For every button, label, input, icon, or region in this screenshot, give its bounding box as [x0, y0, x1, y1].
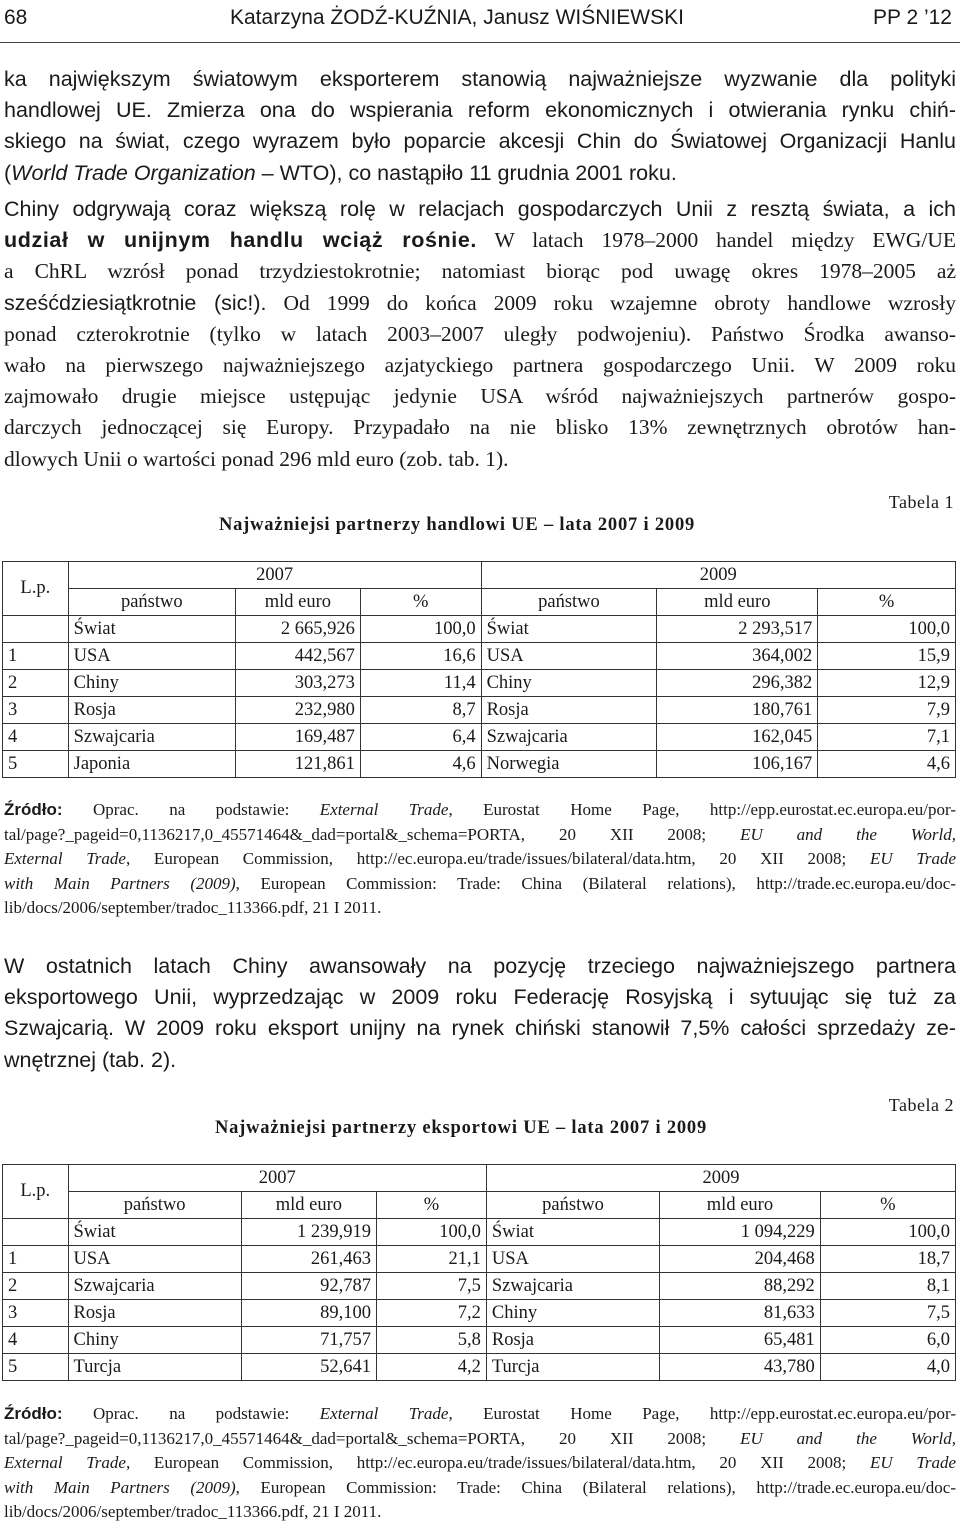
italic-term: EU and the World, [740, 824, 956, 844]
page-number: 68 [4, 6, 28, 29]
table-2 [2, 1164, 956, 1381]
text-fragment: – WTO), co nastąpiło 11 grudnia 2001 roku. [255, 160, 677, 185]
percent-cell: 100,0 [360, 616, 481, 643]
percent-cell: 16,6 [360, 643, 481, 670]
value-cell: 180,761 [657, 697, 818, 724]
italic-term: EU and the World, [740, 1428, 956, 1448]
value-cell: 106,167 [657, 751, 818, 778]
row-index: 1 [3, 643, 69, 670]
text-line: a ChRL wzrósł ponad trzydziestokrotnie; natomiast biorąc pod uwagę okres 1978–2005 aż [4, 259, 956, 284]
text-line: handlowej UE. Zmierza ona do wspierania reform ekonomicznych i otwierania rynku chiń- [4, 98, 956, 123]
table-row [3, 1327, 956, 1354]
value-cell: 2 293,517 [657, 616, 818, 643]
value-cell: 2 665,926 [235, 616, 360, 643]
country-cell: Szwajcaria [486, 1273, 659, 1300]
table-row [3, 1219, 956, 1246]
text-line [4, 1402, 956, 1427]
table-row [3, 1354, 956, 1381]
table-header-row [3, 562, 956, 589]
lp-header: L.p. [3, 562, 69, 616]
text-line [4, 225, 956, 256]
italic-term: External Trade [319, 800, 449, 819]
country-col-header: państwo [486, 1192, 659, 1219]
table-1-label: Tabela 1 [888, 492, 954, 512]
text-line [4, 872, 956, 897]
row-index: 4 [3, 1327, 69, 1354]
italic-term: External Trade [319, 1404, 449, 1423]
text-line: Szwajcarią. W 2009 roku eksport unijny na rynek chiński stanowił 7,5% całości sprzedaży ze- [4, 1016, 956, 1041]
table-row [3, 643, 956, 670]
percent-cell: 8,1 [820, 1273, 955, 1300]
year-header: 2007 [68, 1165, 486, 1192]
year-header: 2009 [486, 1165, 955, 1192]
country-cell: Rosja [481, 697, 657, 724]
value-cell: 92,787 [241, 1273, 376, 1300]
text-fragment: , European Commission: Trade: China (Bilateral relations), http://trade.ec.europa.eu/doc- [235, 1477, 956, 1497]
value-col-header: mld euro [660, 1192, 821, 1219]
text-line [4, 1451, 956, 1476]
table-row [3, 616, 956, 643]
percent-cell: 12,9 [818, 670, 956, 697]
lp-header: L.p. [3, 1165, 69, 1219]
country-col-header: państwo [68, 1192, 241, 1219]
percent-cell: 7,2 [377, 1300, 487, 1327]
value-cell: 442,567 [235, 643, 360, 670]
country-cell: USA [481, 643, 657, 670]
percent-cell: 21,1 [377, 1246, 487, 1273]
value-cell: 303,273 [235, 670, 360, 697]
country-cell: Chiny [68, 670, 235, 697]
pct-col-header: % [820, 1192, 955, 1219]
text-line [4, 823, 956, 848]
text-line: zajmowało drugie miejsce ustępując jedynie USA wśród najważniejszych partnerów gospo- [4, 384, 956, 409]
value-cell: 261,463 [241, 1246, 376, 1273]
value-cell: 52,641 [241, 1354, 376, 1381]
text-line: ponad czterokrotnie (tylko w latach 2003–2007 uległy podwojeniu). Państwo Środka awanso- [4, 321, 956, 346]
country-cell: Szwajcaria [481, 724, 657, 751]
italic-term: World Trade Organization [11, 160, 256, 185]
table-row [3, 670, 956, 697]
italic-term: EU Trade [869, 849, 957, 868]
text-fragment: , European Commission: Trade: China (Bilateral relations), http://trade.ec.europa.eu/doc- [235, 873, 956, 893]
text-line [4, 798, 956, 823]
percent-cell: 18,7 [820, 1246, 955, 1273]
country-cell: Norwegia [481, 751, 657, 778]
percent-cell: 15,9 [818, 643, 956, 670]
percent-cell: 6,0 [820, 1327, 955, 1354]
text-fragment: Oprac. na podstawie: [62, 800, 320, 819]
source-label: Źródło: [4, 800, 63, 819]
text-fragment: W latach 1978–2000 handel między EWG/UE [476, 228, 956, 253]
percent-cell: 7,1 [818, 724, 956, 751]
source-label: Źródło: [4, 1404, 63, 1423]
table-subheader-row [3, 589, 956, 616]
text-line [4, 1476, 956, 1501]
text-fragment: ( [4, 160, 12, 185]
value-cell: 81,633 [660, 1300, 821, 1327]
percent-cell: 4,0 [820, 1354, 955, 1381]
value-cell: 71,757 [241, 1327, 376, 1354]
row-index [3, 616, 69, 643]
percent-cell: 5,8 [377, 1327, 487, 1354]
text-fragment: , Eurostat Home Page, http://epp.eurostat.ec.europa.eu/por- [448, 800, 956, 819]
value-cell: 162,045 [657, 724, 818, 751]
table-2-label: Tabela 2 [888, 1095, 954, 1115]
text-fragment: Od 1999 do końca 2009 roku wzajemne obroty handlowe wzrosły [266, 290, 956, 315]
table-title-text: Najważniejsi partnerzy handlowi UE – lata 2007 i 2009 [218, 515, 696, 535]
value-col-header: mld euro [235, 589, 360, 616]
percent-cell: 7,5 [377, 1273, 487, 1300]
row-index: 3 [3, 697, 69, 724]
percent-cell: 11,4 [360, 670, 481, 697]
table-1-title [0, 515, 960, 536]
value-cell: 204,468 [660, 1246, 821, 1273]
value-col-header: mld euro [657, 589, 818, 616]
value-cell: 43,780 [660, 1354, 821, 1381]
pct-col-header: % [818, 589, 956, 616]
percent-cell: 8,7 [360, 697, 481, 724]
paragraph-2 [4, 194, 956, 475]
text-line: lib/docs/2006/september/tradoc_113366.pdf, 21 I 2011. [4, 1502, 382, 1521]
country-cell: Rosja [486, 1327, 659, 1354]
value-cell: 89,100 [241, 1300, 376, 1327]
value-cell: 232,980 [235, 697, 360, 724]
pct-col-header: % [360, 589, 481, 616]
text-line [4, 158, 956, 189]
table-row [3, 724, 956, 751]
text-fragment: , European Commission, http://ec.europa.eu/trade/issues/bilateral/data.htm, 20 XII 2008; [125, 849, 870, 868]
percent-cell: 6,4 [360, 724, 481, 751]
running-header [0, 0, 960, 38]
country-cell: Świat [68, 1219, 241, 1246]
row-index [3, 1219, 69, 1246]
country-col-header: państwo [68, 589, 235, 616]
text-line: eksportowego Unii, wyprzedzając w 2009 roku Federację Rosyjską i sytuując się tuż za [4, 985, 956, 1010]
row-index: 3 [3, 1300, 69, 1327]
value-cell: 88,292 [660, 1273, 821, 1300]
country-col-header: państwo [481, 589, 657, 616]
value-cell: 364,002 [657, 643, 818, 670]
pct-col-header: % [377, 1192, 487, 1219]
country-cell: Świat [486, 1219, 659, 1246]
percent-cell: 4,6 [360, 751, 481, 778]
country-cell: Chiny [481, 670, 657, 697]
table-row [3, 1300, 956, 1327]
text-line: Chiny odgrywają coraz większą rolę w relacjach gospodarczych Unii z resztą świata, a ich [4, 197, 956, 221]
text-line: darczych jednoczącej się Europy. Przypadało na nie blisko 13% zewnętrznych obrotów han- [4, 415, 956, 440]
text-line: lib/docs/2006/september/tradoc_113366.pdf, 21 I 2011. [4, 898, 382, 917]
paragraph-3 [4, 951, 956, 1076]
country-cell: USA [68, 643, 235, 670]
percent-cell: 100,0 [818, 616, 956, 643]
text-line: wnętrznej (tab. 2). [4, 1047, 177, 1072]
value-cell: 121,861 [235, 751, 360, 778]
value-cell: 1 094,229 [660, 1219, 821, 1246]
percent-cell: 4,2 [377, 1354, 487, 1381]
year-header: 2007 [68, 562, 481, 589]
table-2-source [4, 1402, 956, 1525]
value-cell: 169,487 [235, 724, 360, 751]
country-cell: Rosja [68, 697, 235, 724]
header-journal: PP 2 ’12 [872, 6, 952, 29]
table-row [3, 1273, 956, 1300]
country-cell: Świat [68, 616, 235, 643]
percent-cell: 4,6 [818, 751, 956, 778]
country-cell: USA [486, 1246, 659, 1273]
table-row [3, 697, 956, 724]
text-line: ka największym światowym eksporterem stanowią najważniejsze wyzwanie dla polityki [4, 67, 956, 91]
text-line [4, 288, 956, 319]
italic-term: with Main Partners (2009) [4, 873, 236, 893]
row-index: 5 [3, 1354, 69, 1381]
bold-phrase: udział w unijnym handlu wciąż rośnie. [4, 228, 477, 253]
percent-cell: 100,0 [377, 1219, 487, 1246]
year-header: 2009 [481, 562, 955, 589]
country-cell: Szwajcaria [68, 1273, 241, 1300]
country-cell: Świat [481, 616, 657, 643]
row-index: 2 [3, 670, 69, 697]
text-line: W ostatnich latach Chiny awansowały na pozycję trzeciego najważniejszego partnera [4, 954, 956, 978]
row-index: 2 [3, 1273, 69, 1300]
table-1-source [4, 798, 956, 921]
table-row [3, 1246, 956, 1273]
row-index: 4 [3, 724, 69, 751]
country-cell: Japonia [68, 751, 235, 778]
text-line [4, 1427, 956, 1452]
country-cell: Szwajcaria [68, 724, 235, 751]
row-index: 1 [3, 1246, 69, 1273]
table-subheader-row [3, 1192, 956, 1219]
table-title-text: Najważniejsi partnerzy eksportowi UE – lata 2007 i 2009 [214, 1118, 708, 1138]
country-cell: Rosja [68, 1300, 241, 1327]
row-index: 5 [3, 751, 69, 778]
text-fragment: sześćdziesiątkrotnie (sic!). [4, 290, 267, 315]
value-cell: 1 239,919 [241, 1219, 376, 1246]
text-fragment: , European Commission, http://ec.europa.eu/trade/issues/bilateral/data.htm, 20 XII 2008; [125, 1453, 870, 1472]
country-cell: Turcja [486, 1354, 659, 1381]
header-rule [0, 42, 960, 43]
text-line: skiego na świat, czego wyrazem było poparcie akcesji Chin do Światowej Organizacji Hanlu [4, 129, 956, 154]
value-cell: 65,481 [660, 1327, 821, 1354]
italic-term: EU Trade [869, 1453, 957, 1472]
text-fragment: tal/page?_pageid=0,1136217,0_45571464&_dad=portal&_schema=PORTA, 20 XII 2008; [4, 824, 741, 844]
table-row [3, 751, 956, 778]
table-header-row [3, 1165, 956, 1192]
italic-term: External Trade [4, 849, 126, 868]
percent-cell: 7,5 [820, 1300, 955, 1327]
header-authors: Katarzyna ŻODŹ-KUŹNIA, Janusz WIŚNIEWSKI [230, 6, 684, 29]
paragraph-1 [4, 64, 956, 189]
italic-term: External Trade [4, 1453, 126, 1472]
table-1 [2, 561, 956, 778]
text-fragment: Oprac. na podstawie: [62, 1404, 320, 1423]
percent-cell: 7,9 [818, 697, 956, 724]
value-col-header: mld euro [241, 1192, 376, 1219]
text-fragment: tal/page?_pageid=0,1136217,0_45571464&_dad=portal&_schema=PORTA, 20 XII 2008; [4, 1428, 741, 1448]
country-cell: Turcja [68, 1354, 241, 1381]
country-cell: Chiny [68, 1327, 241, 1354]
text-line [4, 847, 956, 872]
text-line: dlowych Unii o wartości ponad 296 mld euro (zob. tab. 1). [4, 446, 509, 471]
country-cell: Chiny [486, 1300, 659, 1327]
country-cell: USA [68, 1246, 241, 1273]
italic-term: with Main Partners (2009) [4, 1477, 236, 1497]
text-fragment: , Eurostat Home Page, http://epp.eurostat.ec.europa.eu/por- [448, 1404, 956, 1423]
table-2-title [0, 1118, 960, 1139]
text-line: wało na pierwszego najważniejszego azjatyckiego partnera gospodarczego Unii. W 2009 roku [4, 353, 956, 378]
value-cell: 296,382 [657, 670, 818, 697]
percent-cell: 100,0 [820, 1219, 955, 1246]
